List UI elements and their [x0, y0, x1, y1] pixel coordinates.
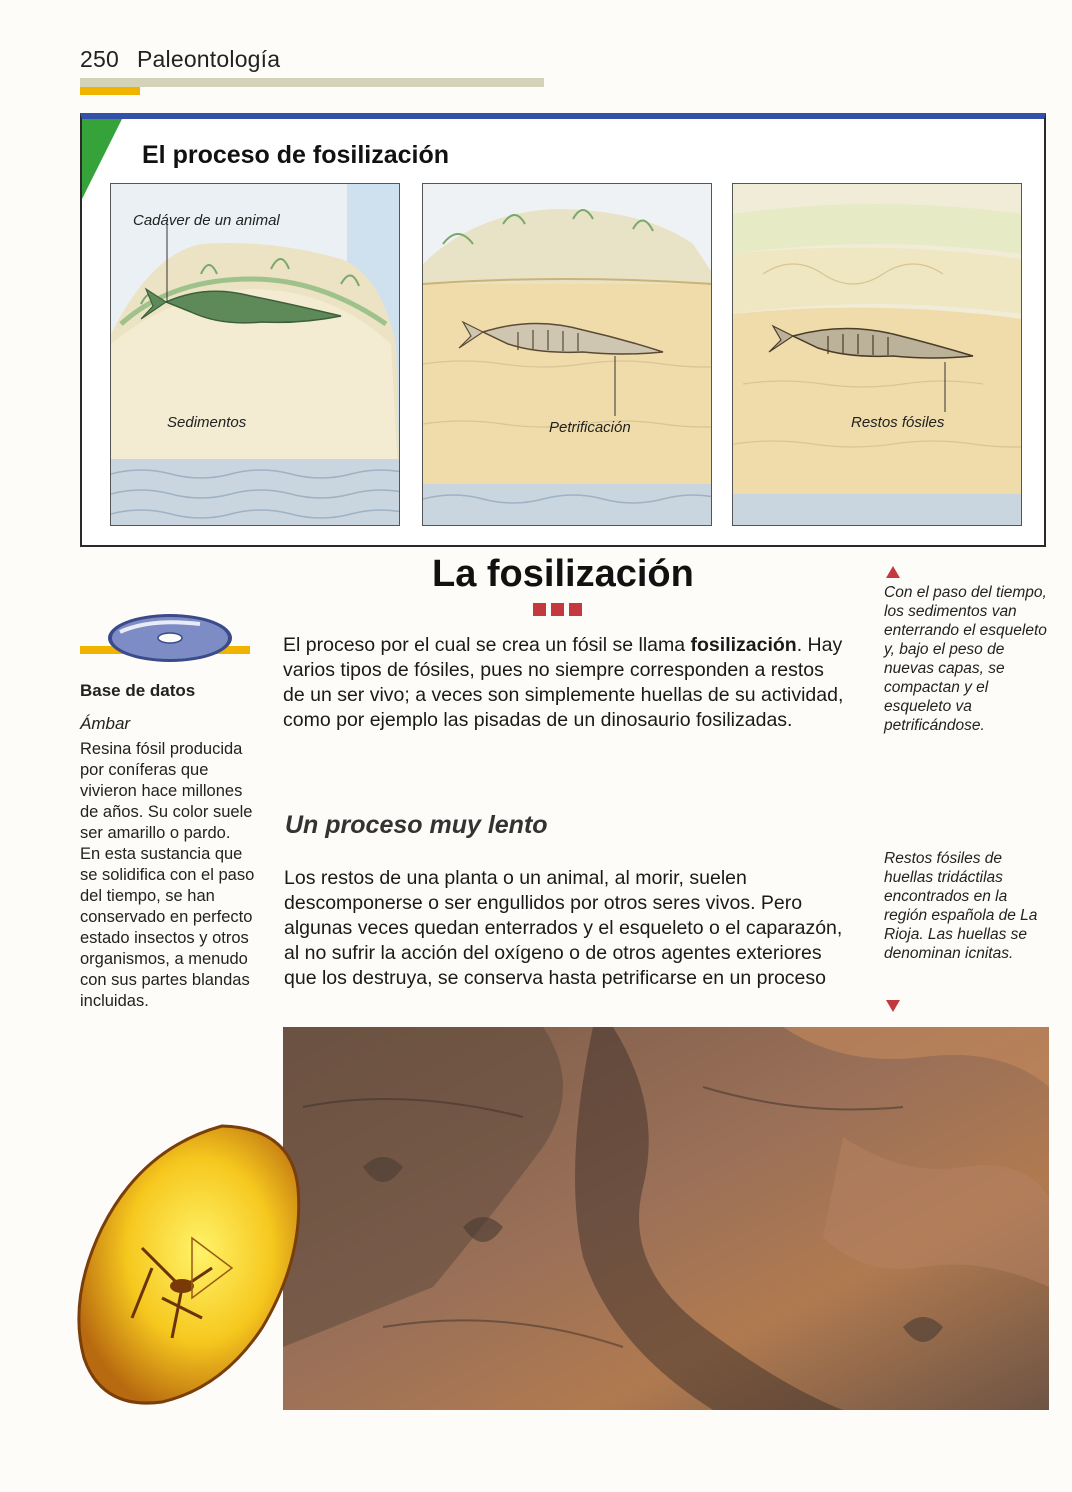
intro-text-end: . Hay varios tipos de fósiles, pues no siempre corresponden a restos de un ser vivo; a veces son simplemente huellas de su actividad, como por ejemplo las pisadas de un dinosaurio fosilizadas.: [283, 634, 844, 731]
rock-photo-illustration: [283, 1027, 1049, 1410]
page-number: 250: [80, 46, 119, 72]
database-term: Ámbar: [80, 714, 131, 733]
database-definition: Resina fósil producida por coníferas que vivieron hace millones de años. Su color suele ser amarillo o pardo. En esta sustancia que se solidifica con el paso del tiempo, se han conservado en perfecto estado insectos y otros organismos, a menudo con sus partes blandas incluidas.: [80, 740, 255, 1010]
fossilization-process-box: [80, 113, 1046, 547]
header-accent-bar: [80, 87, 140, 95]
panel-cadaver: [110, 183, 400, 526]
intro-keyword: fosilización: [690, 634, 797, 656]
section-paragraph: Los restos de una planta o un animal, al morir, suelen descomponerse o ser engullidos por otros seres vivos. Pero algunas veces quedan enterrados y el esqueleto o el caparazón, al no sufrir la acción del oxígeno o de otros agentes exteriores que los destruya, se conserva hasta petrificarse en un proceso: [284, 867, 843, 989]
caption-top: Con el paso del tiempo, los sedimentos van enterrando el esqueleto y, bajo el peso de nuevas capas, se compactan y el esqueleto va petrificándose.: [884, 584, 1047, 734]
intro-paragraph: [283, 633, 849, 733]
label-sedimentos: Sedimentos: [167, 414, 247, 431]
label-restos: Restos fósiles: [851, 414, 945, 431]
caption-arrow-down-icon: [886, 1000, 900, 1012]
deco-square: [551, 603, 564, 616]
label-petrificacion: Petrificación: [549, 419, 631, 436]
deco-square: [533, 603, 546, 616]
caption-bottom: Restos fósiles de huellas tridáctilas encontrados en la región española de La Rioja. Las huellas se denominan icnitas.: [884, 850, 1038, 962]
label-cadaver: Cadáver de un animal: [133, 212, 280, 229]
running-header: [80, 46, 280, 73]
panel-restos: [732, 183, 1022, 526]
amber-insect-image: [72, 1118, 304, 1408]
dinosaur-footprints-photo: [283, 1027, 1049, 1410]
process-box-title: El proceso de fosilización: [142, 141, 450, 169]
section-name: Paleontología: [136, 46, 281, 72]
database-title: Base de datos: [80, 681, 196, 700]
deco-square: [569, 603, 582, 616]
panel-restos-illustration: [733, 184, 1022, 526]
section-title: Un proceso muy lento: [285, 811, 548, 839]
header-rule: [80, 78, 544, 87]
panel-cadaver-illustration: [111, 184, 400, 526]
panel-petrificacion: [422, 183, 712, 526]
panel-petrificacion-illustration: [423, 184, 712, 526]
title-decoration: [533, 603, 587, 621]
intro-text-start: El proceso por el cual se crea un fósil se llama: [283, 634, 691, 656]
article-title: La fosilización: [432, 553, 694, 595]
cd-icon: [80, 612, 250, 668]
caption-arrow-up-icon: [886, 566, 900, 578]
